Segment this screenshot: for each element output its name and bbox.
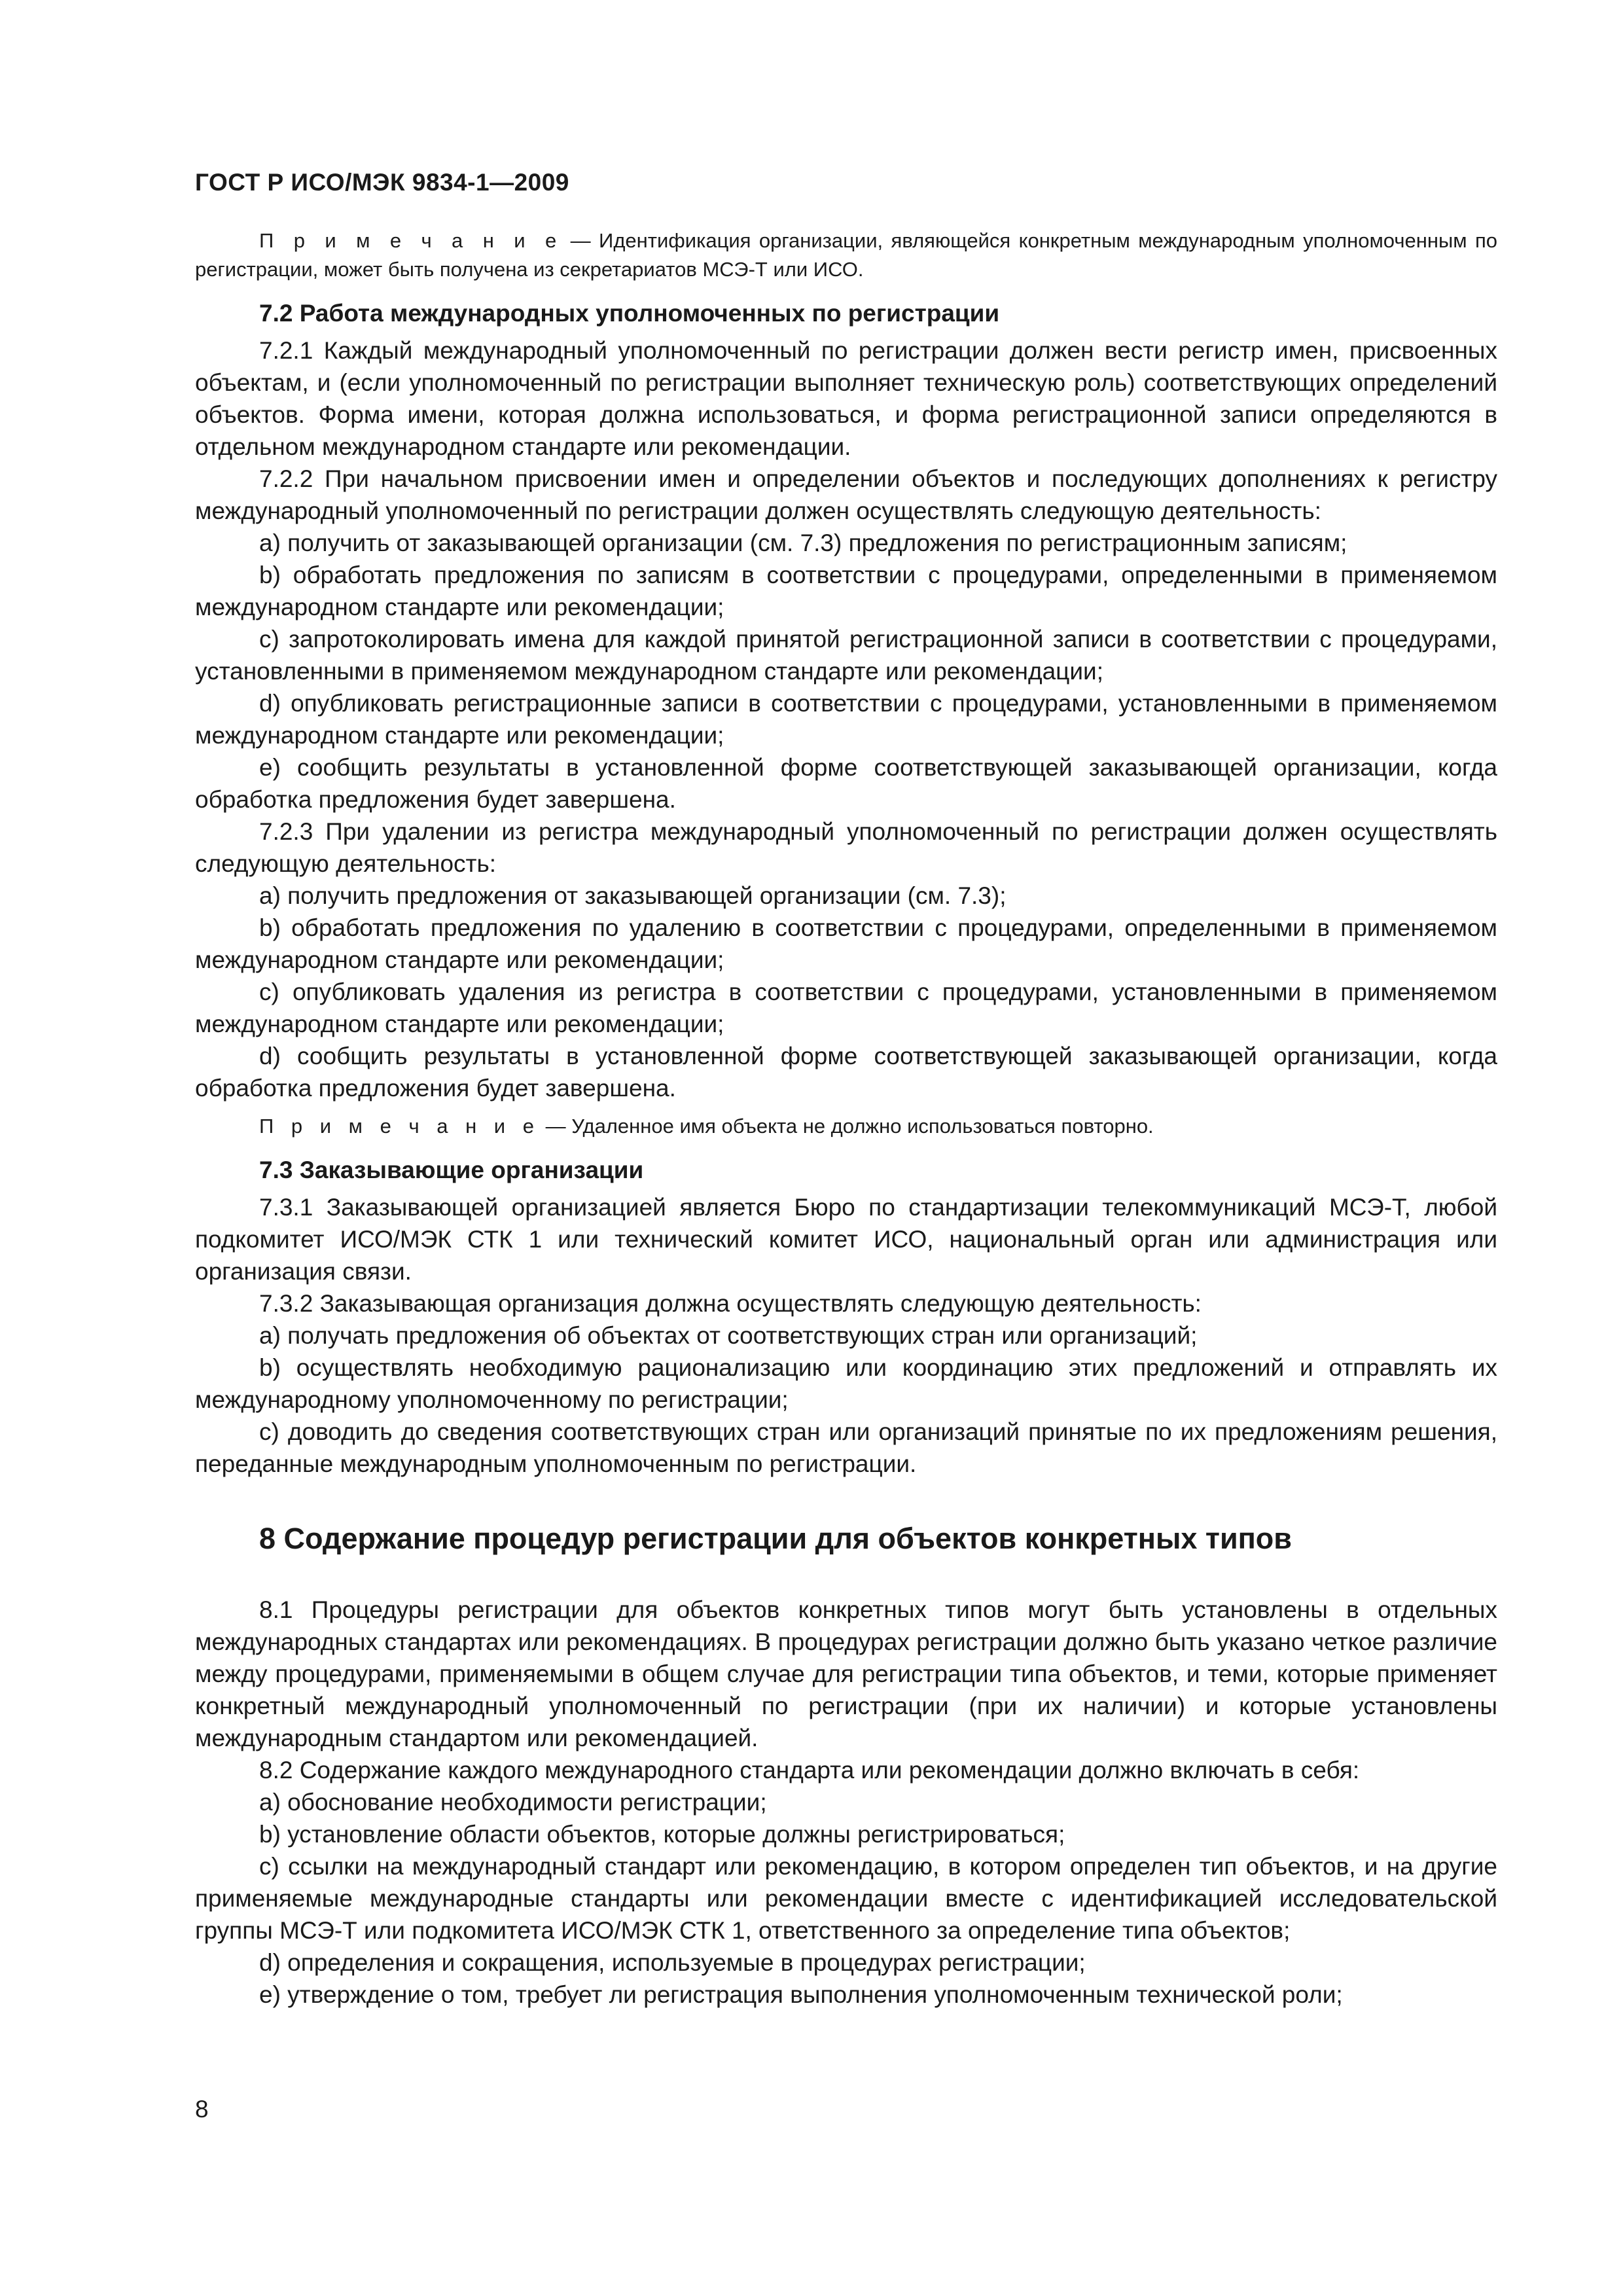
list-item: b) осуществлять необходимую рационализацию или координацию этих предложений и отправлять их международному уполномоченному по регистрации; bbox=[195, 1354, 1497, 1413]
section-7-3-heading: 7.3 Заказывающие организации bbox=[259, 1157, 644, 1183]
list-item: c) доводить до сведения соответствующих стран или организаций принятые по их предложениям решения, переданные международным уполномоченным по регистрации. bbox=[195, 1418, 1497, 1477]
list-item: b) обработать предложения по удалению в соответствии с процедурами, определенными в применяемом международном стандарте или рекомендации; bbox=[195, 914, 1497, 973]
paragraph-7-2-3: 7.2.3 При удалении из регистра международный уполномоченный по регистрации должен осуществлять следующую деятельность: bbox=[195, 818, 1497, 877]
list-item: а) получать предложения об объектах от соответствующих стран или организаций; bbox=[259, 1322, 1198, 1349]
note-1 bbox=[195, 226, 1497, 284]
note-text: — Идентификация организации, являющейся конкретным международным уполномоченным по регистрации, может быть получена из секретариатов МСЭ-Т или ИСО. bbox=[195, 229, 1497, 281]
list-item: d) определения и сокращения, используемые в процедурах регистрации; bbox=[259, 1949, 1086, 1976]
paragraph-7-3-2: 7.3.2 Заказывающая организация должна осуществлять следующую деятельность: bbox=[259, 1290, 1202, 1317]
page-number: 8 bbox=[195, 2096, 209, 2123]
document-page bbox=[195, 169, 1497, 2011]
list-item: а) обоснование необходимости регистрации; bbox=[259, 1789, 767, 1816]
note-label: П р и м е ч а н и е bbox=[259, 229, 563, 252]
list-item: e) утверждение о том, требует ли регистрация выполнения уполномоченным технической роли; bbox=[259, 1981, 1343, 2008]
paragraph-8-1: 8.1 Процедуры регистрации для объектов конкретных типов могут быть установлены в отдельных международных стандартах или рекомендациях. В процедурах регистрации должно быть указано четкое различие между процедурами, применяемыми в общем случае для регистрации типа объектов, и теми, которые применяет конкретный международный уполномоченный по регистрации (при их наличии) и которые установлены международным стандартом или рекомендацией. bbox=[195, 1596, 1497, 1751]
list-item: b) обработать предложения по записям в соответствии с процедурами, определенными в применяемом международном стандарте или рекомендации; bbox=[195, 562, 1497, 620]
list-item: e) сообщить результаты в установленной форме соответствующей заказывающей организации, когда обработка предложения будет завершена. bbox=[195, 754, 1497, 813]
note-label: П р и м е ч а н и е bbox=[259, 1115, 540, 1138]
paragraph-7-3-1: 7.3.1 Заказывающей организацией является Бюро по стандартизации телекоммуникаций МСЭ-Т, любой подкомитет ИСО/МЭК СТК 1 или технический комитет ИСО, национальный орган или администрация или организация связи. bbox=[195, 1194, 1497, 1285]
list-item: c) ссылки на международный стандарт или рекомендацию, в котором определен тип объектов, и на другие применяемые международные стандарты или рекомендации вместе с идентификацией исследовательской группы МСЭ-Т или подкомитета ИСО/МЭК СТК 1, ответственного за определение типа объектов; bbox=[195, 1853, 1497, 1944]
paragraph-7-2-1: 7.2.1 Каждый международный уполномоченный по регистрации должен вести регистр имен, присвоенных объектам, и (если уполномоченный по регистрации выполняет техническую роль) соответствующих определений объектов. Форма имени, которая должна использоваться, и форма регистрационной записи определяются в отдельном международном стандарте или рекомендации. bbox=[195, 337, 1497, 460]
paragraph-8-2: 8.2 Содержание каждого международного стандарта или рекомендации должно включать в себя: bbox=[259, 1757, 1360, 1784]
list-item: d) опубликовать регистрационные записи в соответствии с процедурами, установленными в применяемом международном стандарте или рекомендации; bbox=[195, 690, 1497, 749]
list-item: c) запротоколировать имена для каждой принятой регистрационной записи в соответствии с процедурами, установленными в применяемом международном стандарте или рекомендации; bbox=[195, 626, 1497, 685]
list-item: d) сообщить результаты в установленной форме соответствующей заказывающей организации, когда обработка предложения будет завершена. bbox=[195, 1043, 1497, 1102]
list-item: а) получить от заказывающей организации (см. 7.3) предложения по регистрационным записям; bbox=[259, 529, 1347, 556]
paragraph-7-2-2: 7.2.2 При начальном присвоении имен и определении объектов и последующих дополнениях к регистру международный уполномоченный по регистрации должен осуществлять следующую деятельность: bbox=[195, 465, 1497, 524]
list-item: b) установление области объектов, которые должны регистрироваться; bbox=[259, 1821, 1065, 1848]
note-2 bbox=[195, 1112, 1497, 1141]
document-header: ГОСТ Р ИСО/МЭК 9834-1—2009 bbox=[195, 169, 569, 196]
section-7-2-heading: 7.2 Работа международных уполномоченных по регистрации bbox=[259, 300, 1000, 327]
section-8-heading: 8 Содержание процедур регистрации для объектов конкретных типов bbox=[259, 1522, 1292, 1555]
list-item: c) опубликовать удаления из регистра в соответствии с процедурами, установленными в применяемом международном стандарте или рекомендации; bbox=[195, 978, 1497, 1037]
note-text: — Удаленное имя объекта не должно использоваться повторно. bbox=[539, 1115, 1154, 1138]
list-item: а) получить предложения от заказывающей организации (см. 7.3); bbox=[259, 882, 1007, 909]
